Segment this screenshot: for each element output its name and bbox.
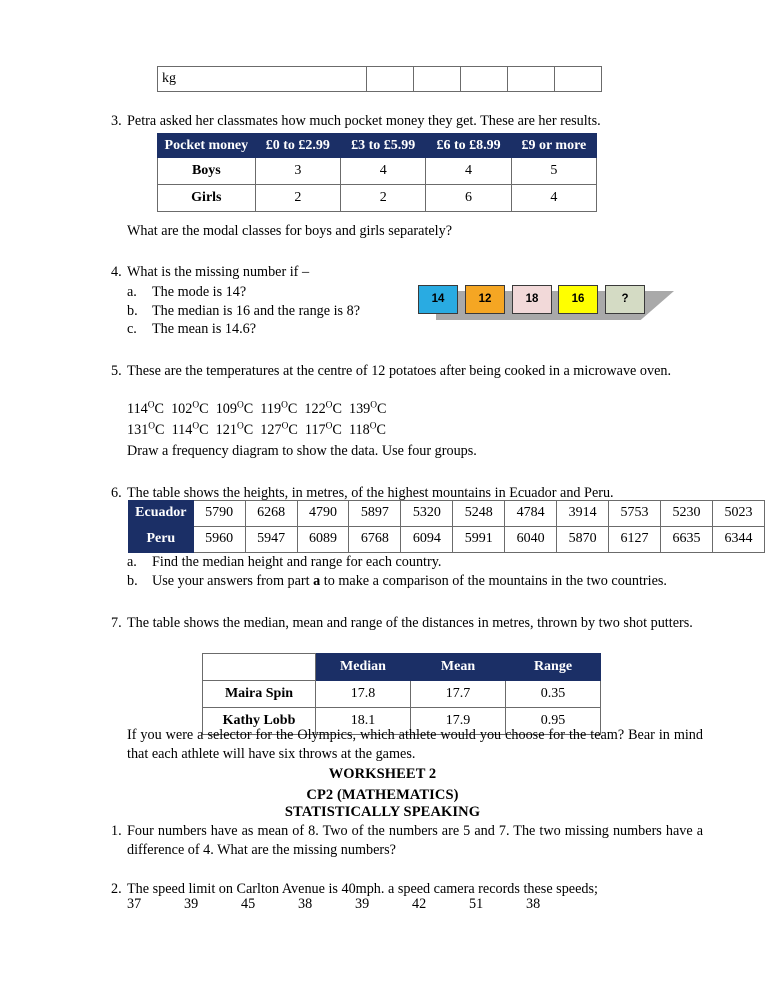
mountain-row-0-value-3: 5897 (349, 501, 401, 527)
question-4-part-b (127, 302, 427, 321)
mountains-table (128, 500, 765, 553)
mountain-row-0-value-8: 5753 (609, 501, 661, 527)
question-5 (103, 362, 703, 381)
mountain-row-0-value-7: 3914 (557, 501, 609, 527)
shot-header-mean: Mean (411, 654, 506, 681)
question-6-parts (127, 553, 707, 590)
shot-corner-cell (203, 654, 316, 681)
mountain-row-0-value-2: 4790 (297, 501, 349, 527)
question-new-2-number: 2. (111, 881, 122, 897)
question-6-part-a (127, 553, 707, 572)
question-5-stem: These are the temperatures at the centre of 12 potatoes after being cooked in a microwave oven. (127, 363, 672, 379)
table-row (203, 681, 601, 708)
question-4-part-b-letter: b. (127, 302, 138, 319)
shot-putters-table (202, 653, 601, 735)
question-new-2-text: The speed limit on Carlton Avenue is 40mph. a speed camera records these speeds; (127, 881, 598, 897)
mountain-row-1-value-1: 5947 (245, 527, 297, 553)
question-3-number: 3. (111, 113, 122, 129)
question-new-1-number: 1. (111, 823, 122, 839)
worksheet-title-line-1: WORKSHEET 2 (328, 766, 437, 782)
kg-empty-cell-3 (461, 67, 508, 92)
kg-empty-cell-2 (414, 67, 461, 92)
question-5-data-row-2 (127, 421, 386, 440)
question-4 (103, 263, 403, 282)
question-3 (103, 112, 703, 131)
table-row (129, 527, 765, 553)
pocket-money-table (157, 133, 597, 212)
question-4-part-c-letter: c. (127, 321, 137, 338)
question-7-follow-up: If you were a selector for the Olympics, which athlete would you choose for the team? Bear in mind that each athlete will have six throws at the games. (127, 727, 703, 762)
shot-row-0-mean: 17.7 (411, 681, 506, 708)
mountain-row-0-value-6: 4784 (505, 501, 557, 527)
question-6-part-a-letter: a. (127, 554, 137, 570)
number-box-4: 16 (558, 285, 598, 314)
q6b-before: Use your answers from part (152, 572, 314, 589)
mountain-row-1-value-6: 6040 (505, 527, 557, 553)
question-6-stem: The table shows the heights, in metres, of the highest mountains in Ecuador and Peru. (127, 485, 614, 501)
mountain-row-1-value-9: 6635 (660, 527, 712, 553)
worksheet-title-line-2: CP2 (MATHEMATICS) (306, 787, 459, 803)
shot-header-range: Range (506, 654, 601, 681)
question-5-instruction: Draw a frequency diagram to show the data. Use four groups. (127, 443, 477, 459)
question-4-part-c-text: The mean is 14.6? (152, 321, 257, 338)
question-4-part-c (127, 320, 427, 339)
worksheet-title-line-3: STATISTICALLY SPEAKING (284, 804, 481, 820)
pocket-header-2: £3 to £5.99 (341, 134, 426, 158)
pocket-row-1-label: Girls (158, 185, 256, 212)
shot-row-1-mean: 17.9 (411, 708, 506, 735)
mountain-row-1-value-5: 5991 (453, 527, 505, 553)
number-box-missing: ? (605, 285, 645, 314)
q6b-bold-ref: a (313, 572, 321, 589)
pocket-row-1-value-3: 4 (511, 185, 596, 212)
pocket-row-1-value-0: 2 (255, 185, 340, 212)
question-5-data-row-1 (127, 400, 387, 419)
question-6-part-b-text (152, 572, 707, 591)
mountain-row-0-value-1: 6268 (245, 501, 297, 527)
shot-row-1-range: 0.95 (506, 708, 601, 735)
temp-row2: $131^OC$ $114^OC$ $121^OC$ $127^OC$ $117^OC$ $118^OC$ (127, 421, 386, 438)
pocket-header-4: £9 or more (511, 134, 596, 158)
pocket-row-0-label: Boys (158, 158, 256, 185)
kg-table (157, 66, 602, 92)
table-header-row (158, 134, 597, 158)
question-7-stem: The table shows the median, mean and range of the distances in metres, thrown by two shot putters. (127, 615, 693, 631)
kg-label-cell: kg (158, 67, 367, 92)
question-new-1-text: Four numbers have as mean of 8. Two of the numbers are 5 and 7. The two missing numbers have a difference of 4. What are the missing numbers? (127, 823, 703, 858)
table-row (129, 501, 765, 527)
shot-row-0-label: Maira Spin (203, 681, 316, 708)
pocket-row-0-value-3: 5 (511, 158, 596, 185)
mountain-row-0-value-9: 5230 (660, 501, 712, 527)
question-4-part-a-text: The mode is 14? (152, 284, 247, 300)
mountain-row-1-value-4: 6094 (401, 527, 453, 553)
question-4-number: 4. (111, 264, 122, 280)
mountain-row-0-value-5: 5248 (453, 501, 505, 527)
question-3-stem: Petra asked her classmates how much pocket money they get. These are her results. (127, 113, 601, 129)
shot-row-0-range: 0.35 (506, 681, 601, 708)
pocket-header-1: £0 to £2.99 (255, 134, 340, 158)
shot-row-1-label: Kathy Lobb (203, 708, 316, 735)
question-7 (103, 614, 703, 633)
mountain-row-0-value-0: 5790 (193, 501, 245, 527)
question-6-part-a-text: Find the median height and range for each country. (152, 554, 442, 570)
kg-empty-cell-5 (555, 67, 602, 92)
question-3-follow-up: What are the modal classes for boys and girls separately? (127, 223, 453, 239)
shot-row-0-median: 17.8 (316, 681, 411, 708)
shot-header-median: Median (316, 654, 411, 681)
table-row (158, 67, 602, 92)
question-6-part-b (127, 572, 707, 591)
kg-empty-cell-4 (508, 67, 555, 92)
question-4-part-a (127, 283, 427, 302)
number-box-1: 14 (418, 285, 458, 314)
question-4-part-a-letter: a. (127, 284, 137, 300)
question-7-number: 7. (111, 615, 122, 631)
pocket-row-0-value-0: 3 (255, 158, 340, 185)
pocket-row-0-value-2: 4 (426, 158, 511, 185)
question-6-number: 6. (111, 485, 122, 501)
pocket-header-0: Pocket money (158, 134, 256, 158)
question-4-parts (127, 283, 427, 339)
pocket-row-0-value-1: 4 (341, 158, 426, 185)
pocket-header-3: £6 to £8.99 (426, 134, 511, 158)
kg-empty-cell-1 (367, 67, 414, 92)
number-box-3: 18 (512, 285, 552, 314)
q6b-after: to make a comparison of the mountains in the two countries. (320, 572, 667, 589)
question-5-number: 5. (111, 363, 122, 379)
temp-row1: $114^OC$ $102^OC$ $109^OC$ $119^OC$ $122^OC$ $139^OC$ (127, 400, 387, 417)
speed-values: 37 39 45 38 39 42 51 38 (127, 896, 541, 912)
mountain-row-1-value-10: 6344 (712, 527, 764, 553)
question-6-part-b-letter: b. (127, 572, 138, 589)
mountain-row-0-value-10: 5023 (712, 501, 764, 527)
question-new-1 (103, 822, 703, 859)
mountain-row-1-label: Peru (129, 527, 194, 553)
mountain-row-0-value-4: 5320 (401, 501, 453, 527)
mountain-row-1-value-8: 6127 (609, 527, 661, 553)
mountain-row-1-value-3: 6768 (349, 527, 401, 553)
table-row (158, 158, 597, 185)
question-4-stem: What is the missing number if – (127, 264, 310, 280)
pocket-row-1-value-2: 6 (426, 185, 511, 212)
mountain-row-1-value-2: 6089 (297, 527, 349, 553)
mountain-row-1-value-0: 5960 (193, 527, 245, 553)
pocket-row-1-value-1: 2 (341, 185, 426, 212)
number-box-2: 12 (465, 285, 505, 314)
speed-values-row (127, 895, 583, 914)
table-header-row (203, 654, 601, 681)
mountain-row-1-value-7: 5870 (557, 527, 609, 553)
question-4-part-b-text: The median is 16 and the range is 8? (152, 302, 361, 319)
table-row (158, 185, 597, 212)
mountain-row-0-label: Ecuador (129, 501, 194, 527)
shot-row-1-median: 18.1 (316, 708, 411, 735)
